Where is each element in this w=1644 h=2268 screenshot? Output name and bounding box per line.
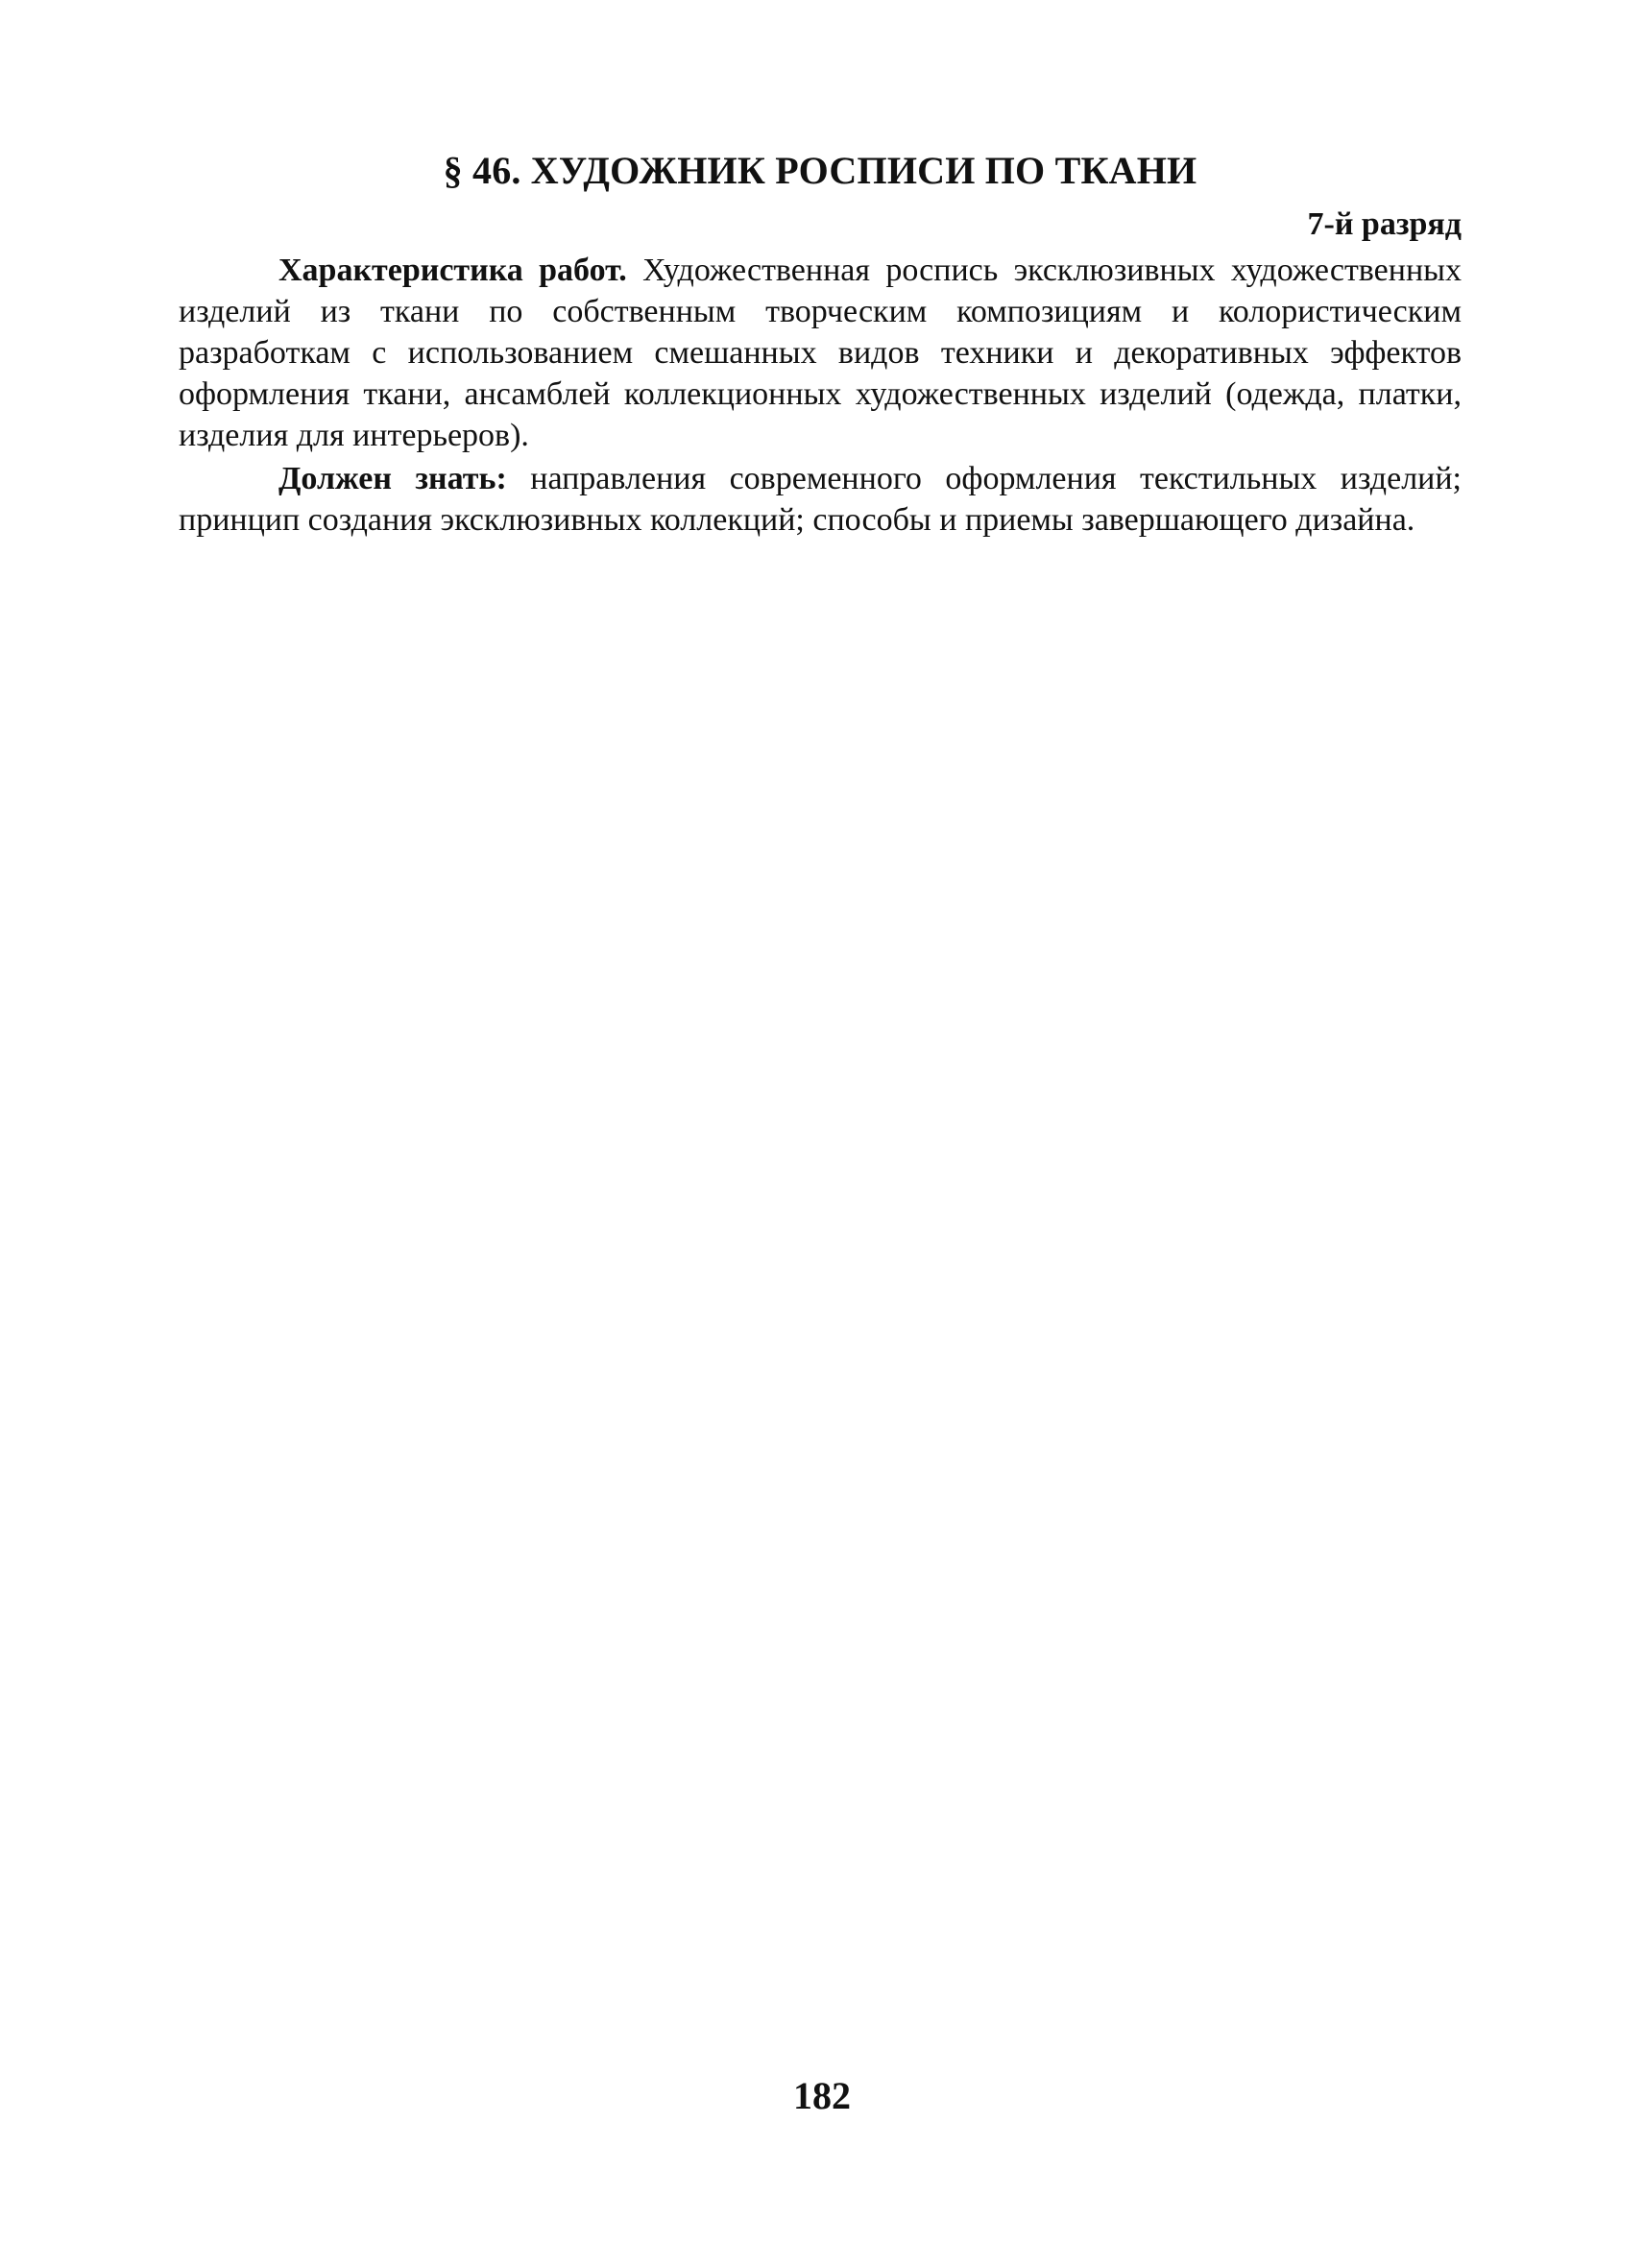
knowledge-label: Должен знать: (278, 461, 507, 496)
knowledge-text: направления современного оформления текстильных изделий; принцип создания эксклюзивных коллекций; способы и приемы завершающего дизайна. (179, 461, 1463, 538)
section-title: § 46. ХУДОЖНИК РОСПИСИ ПО ТКАНИ (443, 149, 1197, 192)
characteristics-label: Характеристика работ. (278, 253, 627, 288)
page-content (179, 144, 1462, 541)
characteristics-text: Художественная роспись эксклюзивных художественных изделий из ткани по собственным творческим композициям и колористическим разработкам с использованием смешанных видов техники и декоративных эффектов оформления ткани, ансамблей коллекционных художественных изделий (одежда, платки, изделия для интерьеров). (179, 253, 1462, 453)
knowledge-paragraph (179, 458, 1462, 541)
page-number: 182 (793, 2074, 851, 2117)
grade-label: 7-й разряд (1307, 206, 1462, 242)
characteristics-paragraph (179, 250, 1462, 456)
